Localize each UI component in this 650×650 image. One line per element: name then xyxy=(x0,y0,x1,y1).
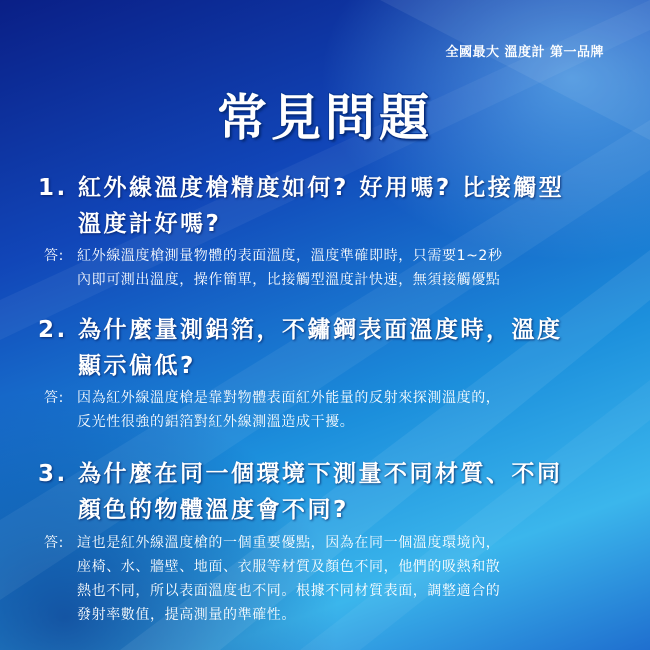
question-line: 顏色的物體溫度會不同? xyxy=(78,497,349,523)
answer-line: 熱也不同，所以表面溫度也不同。根據不同材質表面，調整適合的 xyxy=(77,583,501,599)
answer-line: 紅外線溫度槍測量物體的表面溫度，溫度準確即時，只需要1~2秒 xyxy=(77,248,503,264)
answer-prefix: 答: xyxy=(44,535,64,551)
question-line: 為什麼在同一個環境下測量不同材質、不同 xyxy=(78,461,563,487)
answer-line: 座椅、水、牆壁、地面、衣服等材質及顏色不同，他們的吸熱和散 xyxy=(77,559,501,575)
answer-line: 這也是紅外線溫度槍的一個重要優點，因為在同一個溫度環境內， xyxy=(77,535,501,551)
question-line: 溫度計好嗎? xyxy=(78,211,222,237)
faq-answer-1 xyxy=(44,244,624,292)
faq-answer-2 xyxy=(44,386,624,434)
faq-question-2 xyxy=(38,312,628,384)
question-line: 紅外線溫度槍精度如何? 好用嗎? 比接觸型 xyxy=(78,175,565,201)
question-number: 3. xyxy=(38,461,68,487)
brand-tagline: 全國最大 溫度計 第一品牌 xyxy=(445,45,604,60)
faq-question-3 xyxy=(38,456,628,528)
answer-line: 內即可測出溫度，操作簡單，比接觸型溫度計快速，無須接觸優點 xyxy=(77,272,501,288)
answer-line: 發射率數值，提高測量的準確性。 xyxy=(77,607,296,623)
question-line: 為什麼量測鋁箔，不鏽鋼表面溫度時，溫度 xyxy=(78,317,563,343)
faq-answer-3 xyxy=(44,531,624,627)
answer-line: 反光性很強的鋁箔對紅外線測溫造成干擾。 xyxy=(77,414,355,430)
faq-question-1 xyxy=(38,170,628,242)
question-line: 顯示偏低? xyxy=(78,353,196,379)
answer-prefix: 答: xyxy=(44,390,64,406)
answer-prefix: 答: xyxy=(44,248,64,264)
answer-line: 因為紅外線溫度槍是靠對物體表面紅外能量的反射來探測溫度的， xyxy=(77,390,501,406)
question-number: 1. xyxy=(38,175,68,201)
page-title: 常見問題 xyxy=(217,89,433,147)
question-number: 2. xyxy=(38,317,68,343)
